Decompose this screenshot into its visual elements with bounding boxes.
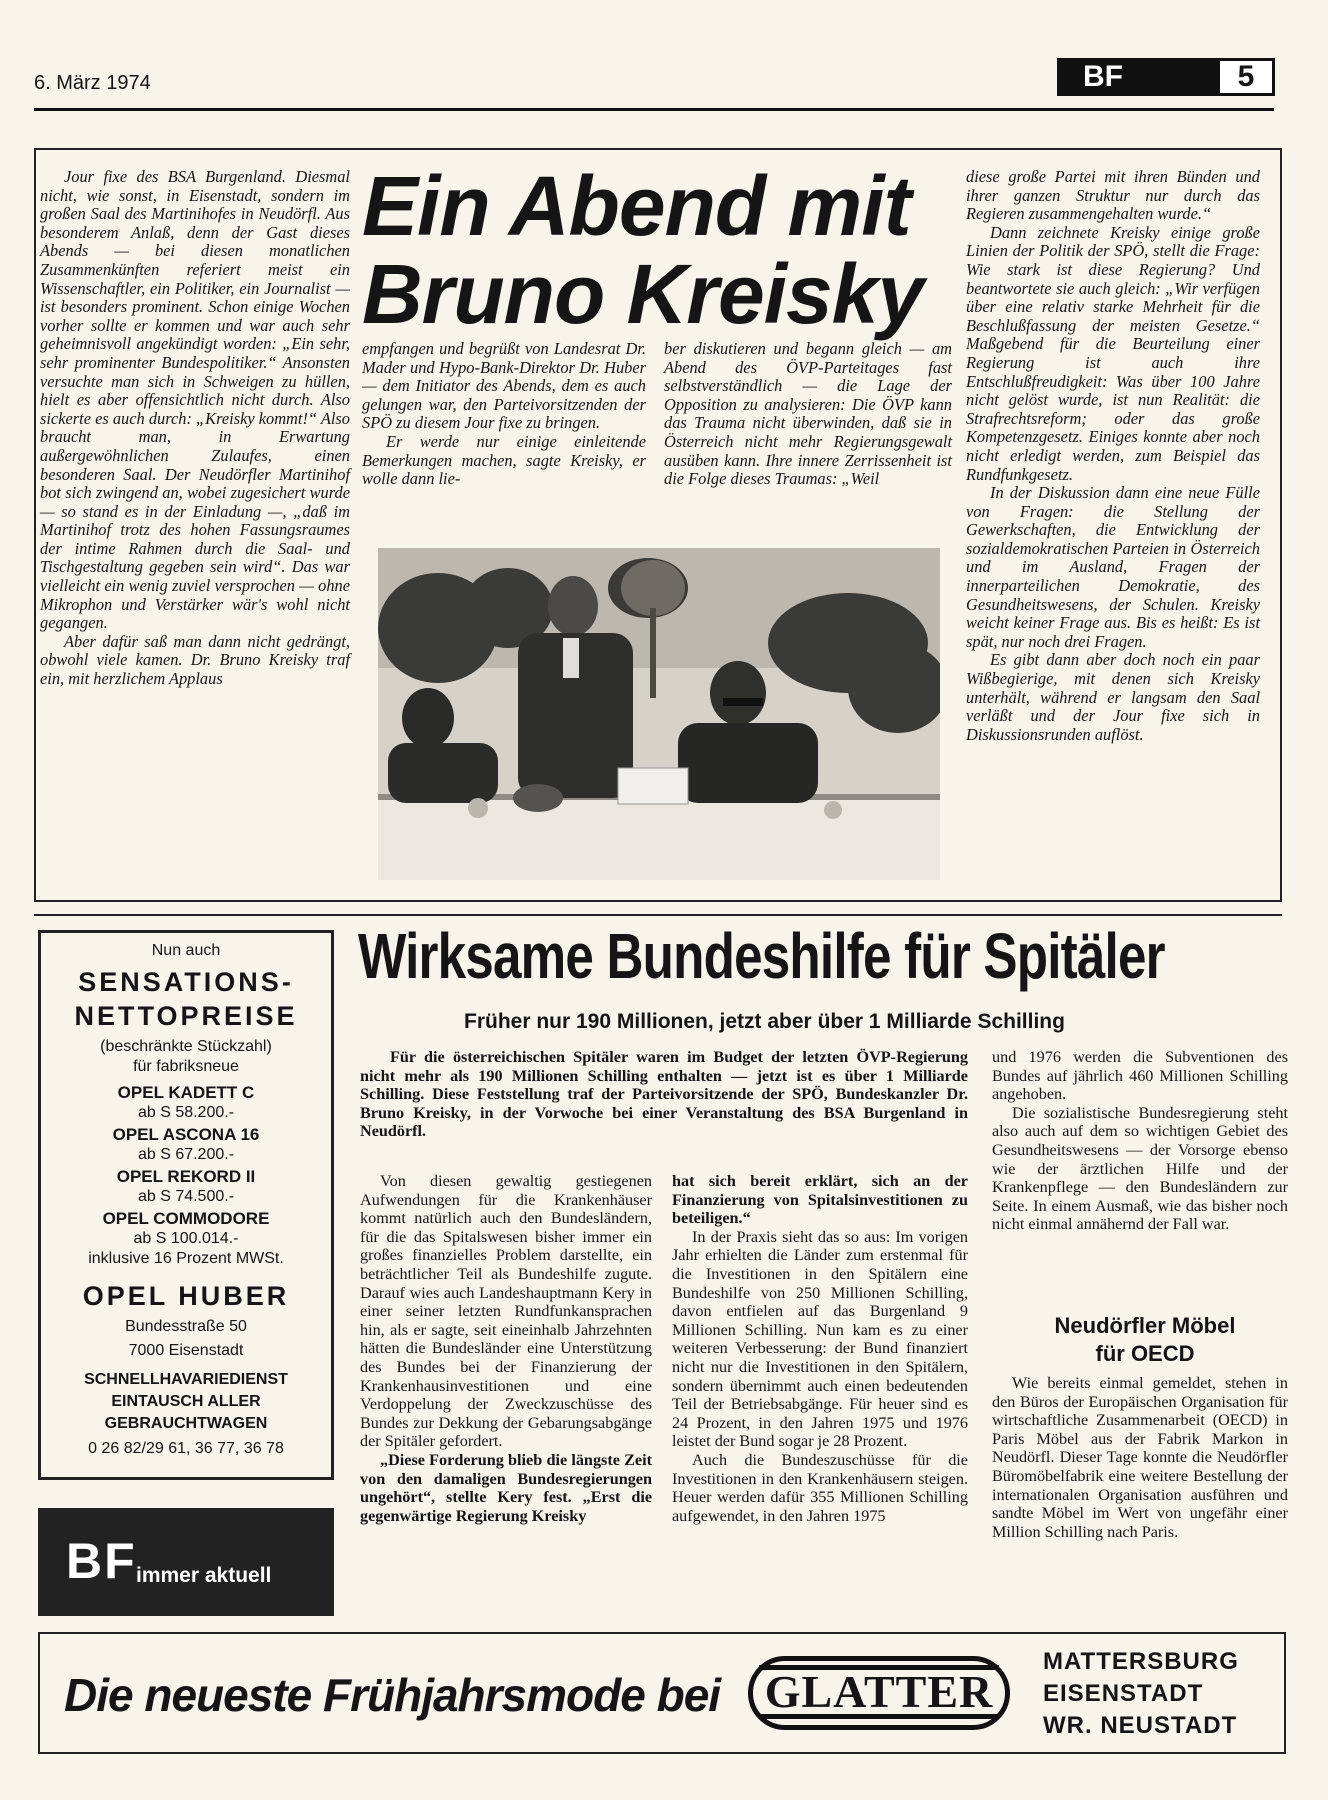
bf-logo-text: BF (1057, 58, 1217, 96)
location: EISENSTADT (1043, 1680, 1204, 1707)
spitaeler-column-2 (672, 1172, 968, 1525)
issue-date: 6. März 1974 (34, 72, 151, 94)
masthead-logo (1057, 58, 1275, 96)
bf-slogan: immer aktuell (136, 1564, 272, 1587)
article-column-a (40, 168, 350, 689)
spitaeler-column-1 (360, 1172, 652, 1525)
paragraph: Aber dafür saß man dann nicht gedrängt, obwohl viele kamen. Dr. Bruno Kreisky traf ein, mit herzlichem Applaus (40, 631, 350, 689)
glatter-logo (748, 1656, 1010, 1730)
spitaeler-column-3 (992, 1048, 1288, 1234)
headline-line-2: für OECD (1095, 1341, 1195, 1366)
page-number: 5 (1217, 58, 1275, 96)
glatter-brand: GLATTER (759, 1665, 1000, 1719)
ad-title-line-2: NETTOPREISE (74, 1001, 298, 1031)
ad-note: für fabriksneue (133, 1058, 239, 1075)
headline-line-1: Ein Abend mit (362, 159, 911, 253)
car-model: OPEL KADETT C (117, 1083, 255, 1102)
location: MATTERSBURG (1043, 1648, 1239, 1675)
paragraph: Jour fixe des BSA Burgenland. Diesmal nicht, wie sonst, in Eisenstadt, sondern im großen Saal des Martinihofes in Neudörfl. Aus besonderem Anlaß, denn der Gast dieses Abends — bei diesen monatlichen Zusammenkünften referiert meist ein Wissenschaftler, ein Politiker, ein Journalist — ist besonders prominent. Schon einige Wochen vorher sollte er kommen und war auch sehr geheimnisvoll angekündigt worden: „Ein sehr, sehr prominenter Bundespolitiker.“ Ansonsten versuchte man sich in Schweigen zu hüllen, hielt es aber offensichtlich nicht durch. Also sickerte es auch durch: „Kreisky kommt!“ Also braucht man, in Erwartung außergewöhnlichen Zulaufes, einen besonderen Saal. Der Neudörfler Martinihof bot sich zwingend an, wobei zugesichert wurde — so stand es in der Einladung —, „daß im Martinihof trotz des hohen Fassungsraumes der intime Rahmen durch die Saal- und Tischgestaltung gegeben sein wird“. Das war vielleicht ein wenig zuviel versprochen — ohne Mikrophon und Verstärker wär's wohl nicht gegangen. (40, 167, 350, 633)
car-price: ab S 67.200.- (137, 1146, 235, 1163)
paragraph: „Diese Forderung blieb die längste Zeit von den damaligen Bundesregierungen ungehört“, stellte Kery fest. „Erst die gegenwärtige Regierung Kreisky (360, 1450, 652, 1525)
ad-title-line-1: SENSATIONS- (78, 967, 294, 997)
car-model: OPEL REKORD II (116, 1167, 256, 1186)
paragraph: Von diesen gewaltig gestiegenen Aufwendungen für die Krankenhäuser kommt natürlich auch den Bundesländern, für die das Spitalswesen bisher immer ein großes finanzielles Problem darstellte, ein beträchtlicher Teil als Bundeshilfe zugute. Darauf wies auch Landeshauptmann Kery in einer seiner letzten Rundfunkansprachen hin, als er sagte, seit eineinhalb Jahrzehnten hätten die Bundesländer eine Unterstützung des Bundes bei der Finanzierung der Krankenhausinvestitionen und eine Verdoppelung der Zweckzuschüsse des Bundes zur Dekkung der Gebarungsabgänge der Spitäler gefordert. (360, 1172, 652, 1451)
paragraph: Wie bereits einmal gemeldet, stehen in den Büros der Europäischen Organisation für wirtschaftliche Zusammenarbeit (OECD) in Paris Möbel aus der Fabrik Markon in Neudörfl. Dieser Tage konnte die Neudörfler Büromöbelfabrik eine weitere Bestellung der internationalen Organisation ausführen und sandte Möbel im Wert von ungefähr einer Million Schilling nach Paris. (992, 1374, 1288, 1541)
top-article-headline (362, 159, 957, 341)
header-rule (34, 108, 1274, 111)
oecd-article-body (992, 1374, 1288, 1541)
article-column-c (664, 340, 952, 489)
glatter-locations (1043, 1646, 1239, 1742)
paragraph: hat sich bereit erklärt, sich an der Finanzierung von Spitalsinvestitionen zu beteiligen.“ (672, 1172, 968, 1228)
paragraph: ber diskutieren und begann gleich — am Abend des ÖVP-Parteitages fast selbstverständlich — die Lage der Opposition zu analysieren: Die ÖVP kann das Trauma nicht überwinden, daß sie in Österreich nicht mehr Regierungsgewalt ausüben kann. Ihre innere Zerrissenheit ist die Folge dieses Traumas: „Weil (664, 339, 952, 489)
paragraph: Dann zeichnete Kreisky einige große Linien der Politik der SPÖ, stellt die Frage: Wie stark ist diese Regierung? Und beantwortete sie auch gleich: „Wir verfügen über eine relativ starke Mehrheit für die Beschlußfassung der meisten Gesetze.“ Maßgebend für die Beurteilung einer Regierung ist auch ihre Entschlußfreudigkeit: Was über 100 Jahre nicht gelöst wurde, ist nun Realität: die Strafrechtsreform; oder das große Kompetenzgesetz. Einiges konnte aber noch nicht erledigt werden, zum Beispiel das Rundfunkgesetz. (966, 222, 1260, 484)
paragraph: In der Diskussion dann eine neue Fülle von Fragen: die Stellung der Gewerkschaften, die Entwicklung der sozialdemokratischen Parteien in Österreich und im Ausland, Fragen der innerparteilichen Demokratie, des Gesundheitswesens, der Schulen. Kreisky weicht keiner Frage aus. Bis es heißt: Es ist spät, nur noch drei Fragen. (966, 483, 1260, 651)
car-price-list (41, 1083, 331, 1249)
paragraph: Die sozialistische Bundesregierung steht also auch auf dem so wichtigen Gebiet des Gesundheitswesens — der Vorsorge ebenso wie der ärztlichen Hilfe und der Krankenpflege — den Bundesländern zur Seite. In einem Ausmaß, wie das bisher noch nicht einmal annähernd der Fall war. (992, 1103, 1288, 1234)
oecd-headline (1000, 1312, 1290, 1368)
event-photo (378, 548, 940, 880)
car-model: OPEL COMMODORE (102, 1209, 270, 1228)
spitaeler-headline: Wirksame Bundeshilfe für Spitäler (358, 920, 1165, 992)
service-line: GEBRAUCHTWAGEN (104, 1415, 268, 1432)
paragraph: Er werde nur einige einleitende Bemerkungen machen, sagte Kreisky, er wolle dann lie- (362, 431, 646, 489)
spitaeler-lead: Für die österreichischen Spitäler waren im Budget der letzten ÖVP-Regierung nicht mehr als 190 Millionen Schilling enthalten — jetzt ist es über 1 Milliarde Schilling. Diese Feststellung traf der Parteivorsitzende der SPÖ, Bundeskanzler Dr. Bruno Kreisky, in der Vorwoche bei einer Veranstaltung des BSA Burgenland in Neudörfl. (360, 1048, 968, 1141)
article-column-d (966, 168, 1260, 744)
paragraph: Es gibt dann aber doch noch ein paar Wißbegierige, mit denen sich Kreisky unterhält, während er langsam den Saal verläßt und der Jour fixe sich in Diskussionsrunden auflöst. (966, 650, 1260, 744)
article-column-b (362, 340, 646, 489)
ad-intro: Nun auch (151, 942, 221, 959)
service-line: EINTAUSCH ALLER (111, 1393, 261, 1410)
car-price: ab S 100.014.- (133, 1230, 239, 1247)
paragraph: diese große Partei mit ihren Bünden und ihrer ganzen Struktur nur durch das Regieren zusammengehalten wurde.“ (966, 167, 1260, 224)
paragraph: In der Praxis sieht das so aus: Im vorigen Jahr erhielten die Länder zum erstenmal für die Investitionen in den Spitälern eine Bundeshilfe von 250 Millionen Schilling, davon entfielen auf das Burgenland 9 Millionen Schilling. Nun kam es zu einer weiteren Verbesserung: der Bund finanziert nicht nur die Investitionen in den Spitälern, sondern übernimmt auch einen bedeutenden Teil der Betriebsabgänge. Für heuer sind es 24 Prozent, in den Jahren 1975 und 1976 leistet der Bund sogar je 28 Prozent. (672, 1227, 968, 1451)
headline-line-1: Neudörfler Möbel (1054, 1313, 1236, 1338)
dealer-phone: 0 26 82/29 61, 36 77, 36 78 (88, 1440, 284, 1457)
location: WR. NEUSTADT (1043, 1712, 1238, 1739)
service-line: SCHNELLHAVARIEDIENST (84, 1371, 288, 1388)
car-model: OPEL ASCONA 16 (112, 1125, 260, 1144)
dealer-city: 7000 Eisenstadt (128, 1342, 244, 1359)
opel-advertisement (38, 930, 334, 1480)
tax-note: inklusive 16 Prozent MWSt. (88, 1250, 284, 1267)
paragraph: Auch die Bundeszuschüsse für die Investitionen in den Krankenhäusern steigen. Heuer werden dafür 355 Millionen Schilling aufgewendet, in den Jahren 1975 (672, 1450, 968, 1525)
ad-note: (beschränkte Stückzahl) (100, 1038, 272, 1055)
dealer-name: OPEL HUBER (82, 1281, 290, 1311)
dealer-street: Bundesstraße 50 (125, 1318, 247, 1335)
section-rule (34, 914, 1282, 916)
car-price: ab S 58.200.- (137, 1104, 235, 1121)
glatter-slogan: Die neueste Frühjahrsmode bei (64, 1669, 721, 1721)
car-price: ab S 74.500.- (137, 1188, 235, 1205)
bf-promo-box (38, 1508, 334, 1616)
spitaeler-subhead: Früher nur 190 Millionen, jetzt aber über 1 Milliarde Schilling (464, 1010, 1065, 1033)
paragraph: und 1976 werden die Subventionen des Bundes auf jährlich 460 Millionen Schilling angehoben. (992, 1048, 1288, 1104)
photo-illustration (378, 548, 940, 880)
headline-line-2: Bruno Kreisky (362, 247, 924, 341)
bf-logo: BF (66, 1533, 137, 1589)
paragraph: empfangen und begrüßt von Landesrat Dr. Mader und Hypo-Bank-Direktor Dr. Huber — dem Initiator des Abends, dem es auch gelungen war, den Parteivorsitzenden der SPÖ zu diesem Jour fixe zu bringen. (362, 339, 646, 433)
